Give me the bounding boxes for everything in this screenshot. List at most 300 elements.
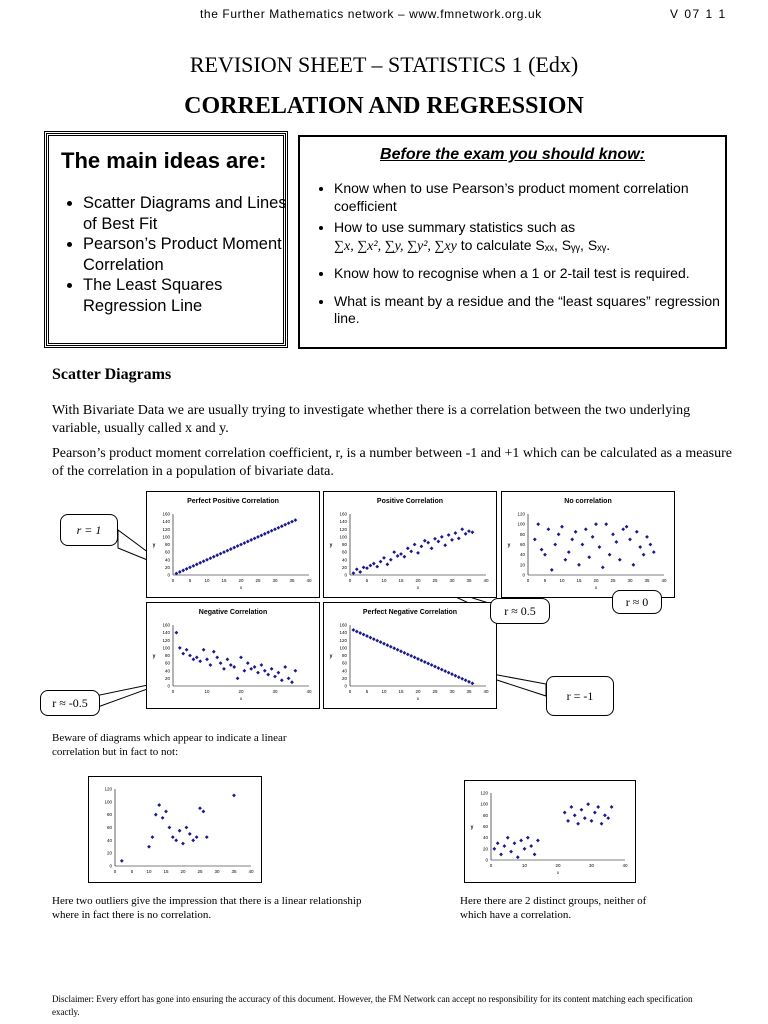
chart-perfect-negative [323,602,497,709]
data-point [379,560,383,564]
data-point [209,663,213,667]
data-point [392,646,396,650]
y-tick-label: 0 [167,572,170,578]
data-point [277,671,281,675]
x-tick-label: 0 [171,689,175,694]
data-point [628,538,632,542]
data-point [576,822,580,826]
scatter-plot-svg [502,492,674,597]
y-tick-label: 60 [482,824,488,829]
data-point [192,564,196,568]
x-tick-label: 15 [221,578,227,583]
data-point [433,665,437,669]
x-tick-label: 20 [415,689,421,694]
y-tick-label: 160 [339,622,347,628]
y-tick-label: 20 [341,675,347,681]
data-point [590,819,594,823]
x-tick-label: 5 [543,578,547,583]
data-point [557,532,561,536]
data-point [382,556,386,560]
x-tick-label: 0 [113,869,117,874]
data-point [403,651,407,655]
data-point [386,562,390,566]
data-point [219,661,223,665]
summary-stats-formula: ∑x, ∑x², ∑y, ∑y², ∑xy [334,238,457,254]
data-point [457,675,461,679]
data-point [362,633,366,637]
data-point [566,819,570,823]
data-point [239,543,243,547]
data-point [652,550,656,554]
data-point [243,669,247,673]
data-point [178,570,182,574]
x-tick-label: 20 [415,578,421,583]
callout-rneg1: r = -1 [546,676,614,716]
data-point [533,853,537,857]
data-point [178,646,182,650]
x-axis-label: x [239,696,243,701]
y-tick-label: 160 [339,511,347,517]
data-point [430,546,434,550]
data-point [596,805,600,809]
data-point [409,654,413,658]
data-point [606,816,610,820]
data-point [413,656,417,660]
data-point [440,535,444,539]
data-point [290,680,294,684]
x-tick-label: 15 [398,689,404,694]
data-point [188,832,192,836]
data-point [604,522,608,526]
y-tick-label: 20 [106,850,112,856]
y-tick-label: 120 [162,526,170,532]
y-tick-label: 60 [341,660,347,666]
data-point [205,835,209,839]
data-point [583,816,587,820]
data-point [365,566,369,570]
y-tick-label: 40 [106,837,112,843]
data-point [229,547,233,551]
data-point [638,545,642,549]
data-point [467,529,471,533]
data-point [550,568,554,572]
data-point [222,667,226,671]
x-tick-label: 15 [163,869,169,874]
data-point [423,539,427,543]
data-point [246,661,250,665]
data-point [509,850,513,854]
main-ideas-heading: The main ideas are: [61,148,267,173]
y-tick-label: 0 [109,863,112,869]
data-point [277,526,281,530]
data-point [168,826,172,830]
data-point [601,565,605,569]
x-tick-label: 20 [238,689,244,694]
x-axis-label: x [556,870,560,875]
data-point [598,545,602,549]
x-tick-label: 25 [255,578,261,583]
x-axis-label: x [239,585,243,590]
outliers-note: Here two outliers give the impression that there is a linear relationship where in fact there is no correlation. [52,895,362,921]
y-tick-label: 120 [339,526,347,532]
data-point [523,847,527,851]
data-point [577,563,581,567]
x-tick-label: 40 [306,689,312,694]
data-point [560,525,564,529]
chart-perfect-positive [146,491,320,598]
data-point [547,527,551,531]
data-point [229,663,233,667]
x-tick-label: 0 [348,578,352,583]
y-tick-label: 80 [341,653,347,658]
data-point [232,665,236,669]
y-tick-label: 60 [164,660,170,666]
data-point [375,639,379,643]
data-point [526,836,530,840]
y-tick-label: 120 [339,637,347,643]
x-tick-label: 20 [555,863,561,868]
data-point [352,628,356,632]
data-point [529,844,533,848]
y-tick-label: 20 [164,564,170,570]
x-tick-label: 5 [365,689,369,694]
data-point [273,527,277,531]
data-point [280,524,284,528]
x-tick-label: 5 [130,869,134,874]
data-point [372,637,376,641]
data-point [460,527,464,531]
data-point [573,813,577,817]
data-point [198,561,202,565]
data-point [399,552,403,556]
data-point [586,802,590,806]
x-tick-label: 30 [627,578,633,583]
summary-stats-suffix: to calculate Sₓₓ, Sᵧᵧ, Sₓᵧ. [456,236,611,253]
y-tick-label: 120 [104,786,112,792]
data-point [420,545,424,549]
data-point [232,546,236,550]
before-exam-item: • What is meant by a residue and the “least squares” regression line. [334,293,724,328]
data-point [256,671,260,675]
y-tick-label: 120 [480,790,488,796]
y-tick-label: 20 [164,675,170,681]
chart-no-correlation [501,491,675,598]
y-axis-label: y [152,542,156,549]
section-heading: Scatter Diagrams [52,366,172,383]
network-header: the Further Mathematics network – www.fmnetwork.org.uk [200,7,542,21]
data-point [437,666,441,670]
x-tick-label: 0 [171,578,175,583]
x-tick-label: 30 [588,863,595,868]
data-point [283,523,287,527]
x-tick-label: 30 [272,689,278,694]
x-tick-label: 35 [231,869,237,874]
scatter-plot-svg [324,492,496,597]
y-tick-label: 60 [341,549,347,555]
data-point [185,567,189,571]
callout-rneg05: r ≈ -0.5 [40,690,100,716]
data-point [454,674,458,678]
x-tick-label: 30 [449,578,455,583]
data-point [580,808,584,812]
summary-stats-intro: How to use summary statistics such as [334,219,576,235]
data-point [212,650,216,654]
y-axis-label: y [152,653,156,660]
y-axis-label: y [470,824,474,831]
y-tick-label: 140 [162,630,170,636]
y-tick-label: 100 [104,799,112,805]
data-point [226,657,230,661]
x-tick-label: 10 [204,578,210,583]
data-point [164,810,168,814]
x-tick-label: 10 [204,689,210,694]
x-tick-label: 20 [180,869,186,874]
data-point [464,532,468,536]
y-tick-label: 160 [162,622,170,628]
x-tick-label: 10 [381,578,387,583]
data-point [157,803,161,807]
data-point [270,529,274,533]
data-point [450,672,454,676]
data-point [570,805,574,809]
data-point [593,811,597,815]
x-tick-label: 40 [248,869,254,874]
data-point [447,671,451,675]
data-point [406,546,410,550]
callout-r1: r = 1 [60,514,118,546]
data-point [443,543,447,547]
x-tick-label: 40 [622,863,628,868]
scatter-plot-svg [89,777,261,882]
x-tick-label: 25 [432,689,438,694]
data-point [536,522,540,526]
data-point [437,540,441,544]
data-point [365,634,369,638]
x-axis-label: x [416,585,420,590]
y-tick-label: 20 [482,846,488,852]
x-tick-label: 20 [238,578,244,583]
y-tick-label: 40 [341,557,347,563]
y-tick-label: 100 [162,534,170,540]
data-point [584,527,588,531]
y-tick-label: 0 [522,572,525,578]
x-axis-label: x [594,585,598,590]
x-tick-label: 30 [214,869,220,874]
bivariate-paragraph: With Bivariate Data we are usually trying to investigate whether there is a correlation between the two underlying variable, usually called x and y. [52,403,691,436]
data-point [369,564,373,568]
y-tick-label: 60 [164,549,170,555]
x-tick-label: 0 [489,863,493,868]
y-tick-label: 40 [164,557,170,563]
data-point [202,648,206,652]
y-tick-label: 100 [480,801,488,807]
data-point [369,636,373,640]
data-point [618,558,622,562]
y-axis-label: y [329,653,333,660]
data-point [266,673,270,677]
data-point [396,648,400,652]
data-point [202,559,206,563]
data-point [581,543,585,547]
data-point [283,665,287,669]
data-point [389,645,393,649]
y-tick-label: 120 [517,511,525,517]
x-tick-label: 40 [483,578,489,583]
sheet-title: REVISION SHEET – STATISTICS 1 (Edx) [189,52,579,77]
pearson-paragraph: Pearson’s product moment correlation coefficient, r, is a number between -1 and +1 which can be calculated as a measure of the correlation in a population of bivariate data. [52,446,732,479]
data-point [212,555,216,559]
x-axis-label: x [416,696,420,701]
y-tick-label: 140 [339,519,347,525]
data-point [406,652,410,656]
data-point [198,659,202,663]
y-tick-label: 100 [339,645,347,651]
before-exam-item: • Know how to recognise when a 1 or 2-tail test is required. [334,265,724,283]
scatter-plot-svg [324,603,496,708]
y-tick-label: 40 [482,835,488,841]
y-tick-label: 80 [341,542,347,547]
data-point [358,570,362,574]
main-idea-item: • The Least Squares Regression Line [83,275,288,316]
data-point [503,844,507,848]
topic-title: CORRELATION AND REGRESSION [184,93,584,119]
chart-two-groups [464,780,636,883]
data-point [205,657,209,661]
x-tick-label: 0 [348,689,352,694]
y-tick-label: 0 [344,683,347,689]
data-point [611,532,615,536]
chart-title: Perfect Negative Correlation [362,609,458,616]
data-point [564,558,568,562]
data-point [594,522,598,526]
data-point [215,553,219,557]
data-point [253,537,257,541]
data-point [574,530,578,534]
data-point [287,521,291,525]
data-point [632,563,636,567]
y-tick-label: 120 [162,637,170,643]
y-tick-label: 80 [164,653,170,658]
y-tick-label: 80 [106,812,112,818]
data-point [205,558,209,562]
data-point [403,555,407,559]
x-tick-label: 5 [365,578,369,583]
y-tick-label: 40 [164,668,170,674]
chart-positive [323,491,497,598]
data-point [171,835,175,839]
x-tick-label: 40 [306,578,312,583]
data-point [413,543,417,547]
chart-title: Negative Correlation [198,609,268,616]
x-tick-label: 35 [644,578,650,583]
data-point [516,855,520,859]
data-point [379,640,383,644]
y-tick-label: 80 [164,542,170,547]
data-point [570,538,574,542]
x-tick-label: 5 [188,578,192,583]
data-point [649,543,653,547]
data-point [273,675,277,679]
version-label: V 07 1 1 [670,7,727,21]
x-tick-label: 40 [483,689,489,694]
x-tick-label: 30 [272,578,278,583]
data-point [161,816,165,820]
data-point [226,549,230,553]
data-point [151,835,155,839]
data-point [236,544,240,548]
data-point [471,530,475,534]
data-point [587,555,591,559]
data-point [147,845,151,849]
data-point [266,530,270,534]
y-tick-label: 60 [519,542,525,547]
before-exam-item: • Know when to use Pearson’s product moment correlation coefficient [334,180,724,215]
x-tick-label: 20 [593,578,599,583]
data-point [608,553,612,557]
y-tick-label: 40 [519,552,525,558]
data-point [280,678,284,682]
x-tick-label: 35 [289,578,295,583]
data-point [635,530,639,534]
data-point [232,794,236,798]
data-point [372,562,376,566]
data-point [195,562,199,566]
data-point [249,538,253,542]
main-idea-item: • Scatter Diagrams and Lines of Best Fit [83,193,288,234]
data-point [600,822,604,826]
data-point [188,654,192,658]
data-point [287,676,291,680]
y-tick-label: 100 [162,645,170,651]
data-point [416,657,420,661]
x-tick-label: 15 [576,578,582,583]
chart-title: Perfect Positive Correlation [187,498,279,505]
y-tick-label: 60 [106,825,112,830]
data-point [454,531,458,535]
data-point [209,556,213,560]
y-tick-label: 80 [519,531,525,537]
data-point [260,533,264,537]
x-tick-label: 10 [559,578,565,583]
data-point [447,533,451,537]
data-point [175,631,179,635]
data-point [450,538,454,542]
data-point [263,532,267,536]
data-point [198,806,202,810]
data-point [243,541,247,545]
data-point [426,662,430,666]
y-axis-label: y [329,542,333,549]
data-point [443,669,447,673]
data-point [294,669,298,673]
y-tick-label: 100 [517,521,525,527]
data-point [540,548,544,552]
data-point [433,537,437,541]
data-point [543,553,547,557]
main-idea-item: • Pearson’s Product Moment Correlation [83,234,288,275]
data-point [389,558,393,562]
y-axis-label: y [507,542,511,549]
data-point [290,520,294,524]
data-point [519,839,523,843]
data-point [239,656,243,660]
x-tick-label: 10 [146,869,152,874]
data-point [253,665,257,669]
data-point [567,550,571,554]
data-point [464,678,468,682]
x-tick-label: 0 [526,578,530,583]
data-point [423,660,427,664]
